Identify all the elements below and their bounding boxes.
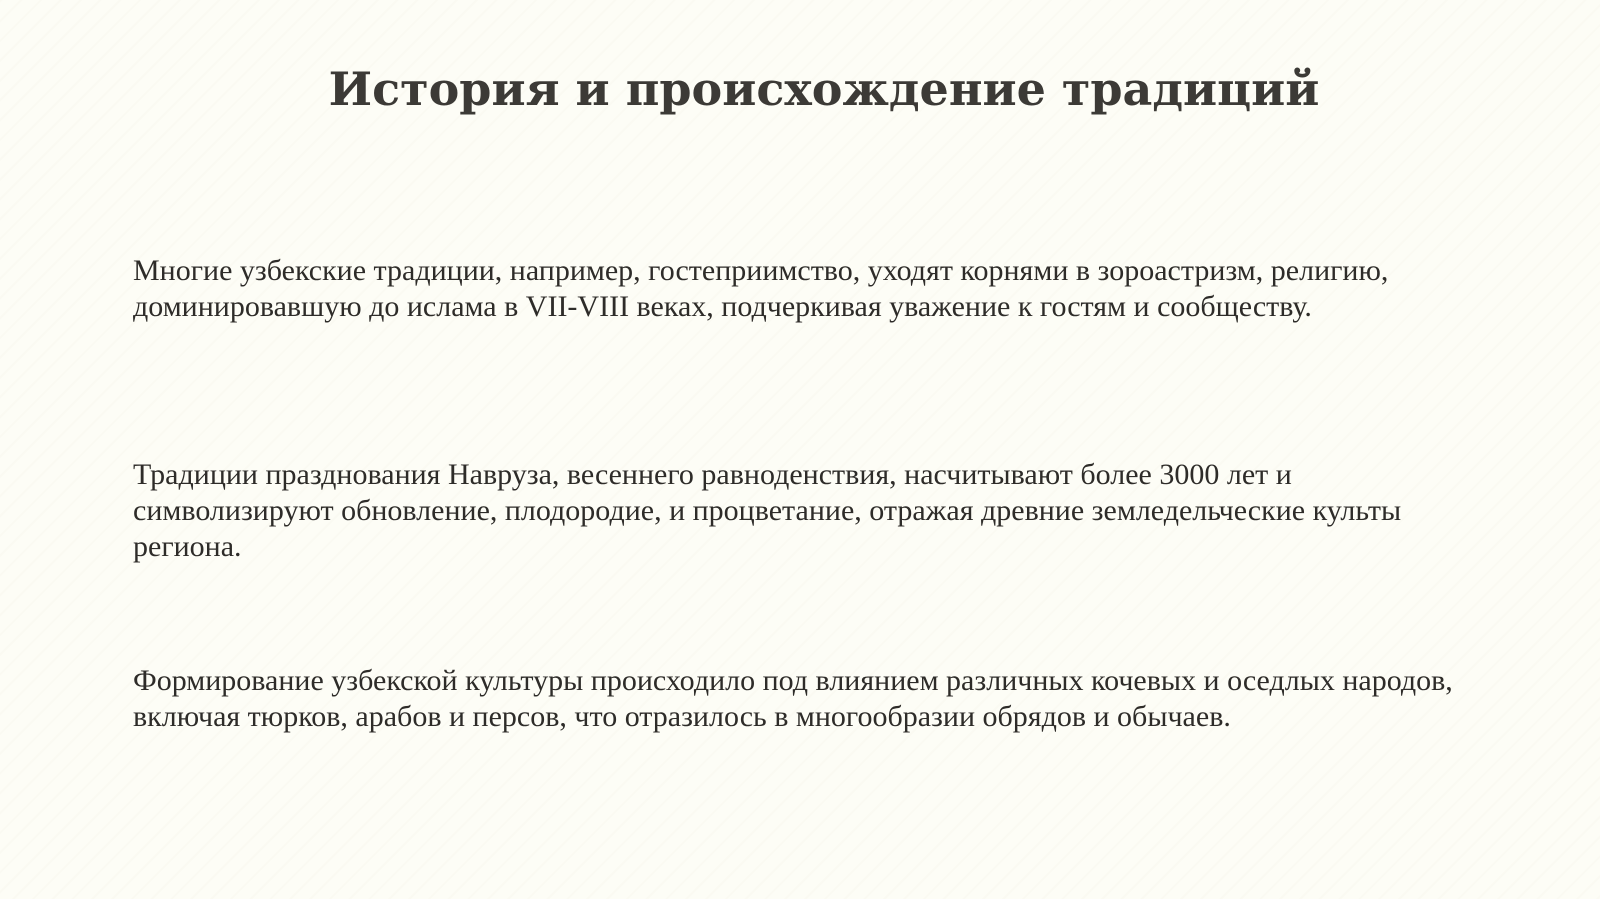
- paragraph-zoroastrianism: Многие узбекские традиции, например, гостеприимство, уходят корнями в зороастризм, религию, доминировавшую до ислама в VII-VIII веках, подчеркивая уважение к гостям и сообществу.: [133, 254, 1389, 323]
- paragraph-navruz: Традиции празднования Навруза, весеннего равноденствия, насчитывают более 3000 лет и символизируют обновление, плодородие, и процветание, отражая древние земледельческие культы региона.: [133, 458, 1402, 563]
- slide-title: История и происхождение традиций: [328, 62, 1320, 116]
- paragraph-cultural-influences: Формирование узбекской культуры происходило под влиянием различных кочевых и оседлых народов, включая тюрков, арабов и персов, что отразилось в многообразии обрядов и обычаев.: [133, 664, 1453, 733]
